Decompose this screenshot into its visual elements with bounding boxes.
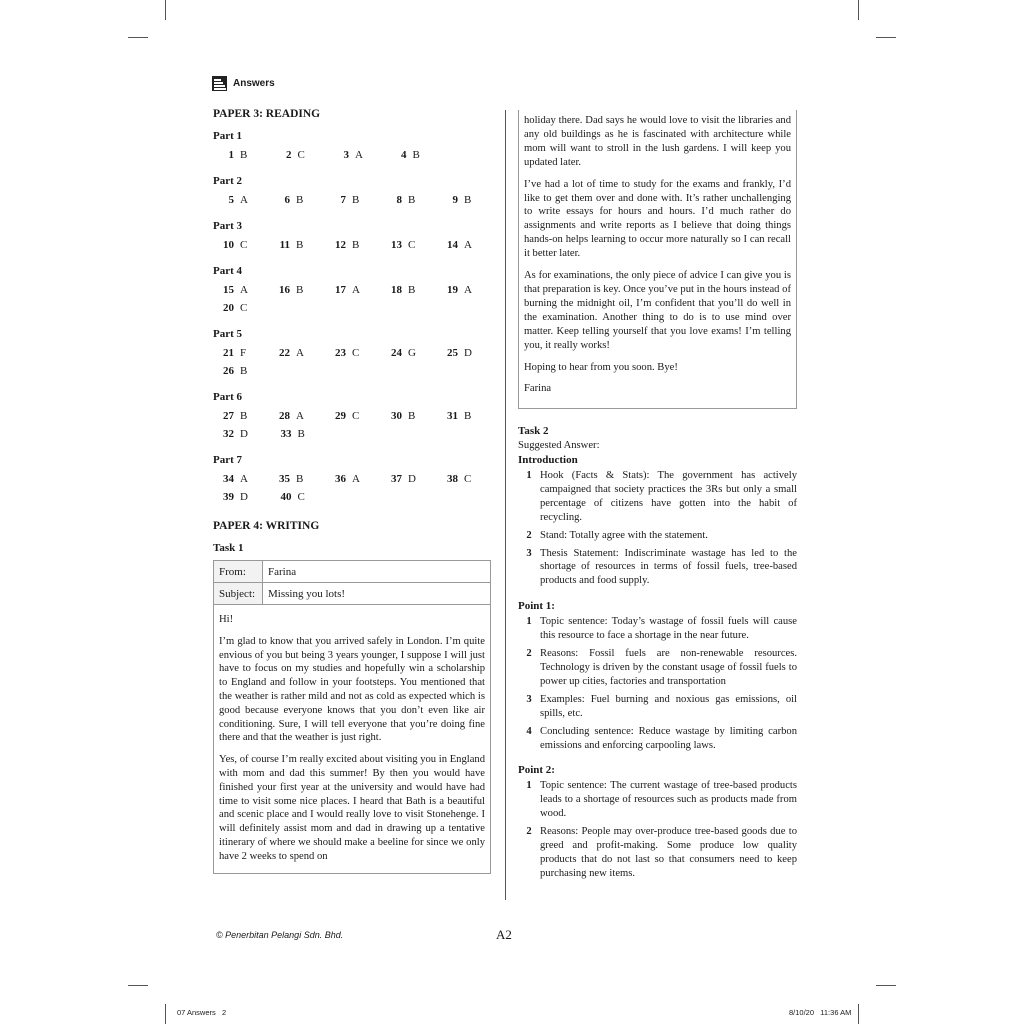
answer-letter: C xyxy=(240,239,248,251)
answer-part xyxy=(213,130,493,164)
list-item-number: 1 xyxy=(526,616,532,628)
question-number: 40 xyxy=(280,491,292,503)
list-item-number: 1 xyxy=(526,470,532,481)
part-label: Part 1 xyxy=(213,130,243,142)
answer-item xyxy=(271,149,329,161)
answer-letter: F xyxy=(240,347,247,359)
crop-mark xyxy=(165,1004,166,1024)
answer-letter: B xyxy=(296,239,304,251)
list-item-text: Hook (Facts & Stats): The government has actively campaigned that society practices the 3Rs but only a small percentage of citizens have gotten into the habit of recycling. xyxy=(540,470,797,523)
email-paragraph: I’m glad to know that you arrived safely in London. I’m quite envious of you but being 3 years younger, I suppose I will just have to focus on my studies and hopefully win a scholarship to England and follow in your footsteps. You mentioned that the weather is rather mild and not as cold as expected which is good because everyone knows that you don’t even like air conditioning. Sure, I will tell everyone that you’re doing fine there and that the weather is just right. xyxy=(219,635,485,744)
answer-item xyxy=(437,410,493,422)
print-slug-file: 07 Answers 2 xyxy=(177,1008,227,1017)
answer-item xyxy=(325,194,381,206)
answer-part xyxy=(213,328,493,380)
answer-row xyxy=(213,362,493,380)
part-label: Part 6 xyxy=(213,391,243,403)
answer-row xyxy=(213,344,493,362)
question-number: 22 xyxy=(279,347,290,359)
introduction-list xyxy=(518,469,797,588)
email-paragraph: As for examinations, the only piece of advice I can give you is that preparation is key. Once you’ve put in the hours instead of burning the midnight oil, I’m confident that you’ll do well in the examination. Another thing to do is to use mind over matter. Keep telling yourself that you love exams! I’m telling you, it really works! xyxy=(524,270,791,351)
answer-item xyxy=(381,284,437,296)
answer-letter: A xyxy=(352,284,360,296)
email-greeting: Hi! xyxy=(219,614,234,625)
crop-mark xyxy=(128,37,148,38)
list-item-text: Reasons: People may over-produce tree-based goods due to greed and profit-making. Some produce low quality products that do not last so that consumers need to keep purchasing new items. xyxy=(540,826,797,879)
question-number: 3 xyxy=(343,149,349,161)
email-header-table xyxy=(213,560,491,605)
answer-row xyxy=(213,191,493,209)
crop-mark xyxy=(165,0,166,20)
answer-row xyxy=(213,470,493,488)
answer-item xyxy=(269,194,325,206)
answer-item xyxy=(437,284,493,296)
answer-letter: A xyxy=(464,239,472,251)
answer-letter: C xyxy=(297,491,305,503)
answer-letter: A xyxy=(355,149,363,161)
answer-letter: B xyxy=(464,194,472,206)
email-signature: Farina xyxy=(524,383,552,395)
question-number: 16 xyxy=(279,284,290,296)
answer-item xyxy=(325,284,381,296)
email-paragraph: holiday there. Dad says he would love to visit the libraries and any old buildings as he is fascinated with architecture while mom will want to stroll in the lush gardens. I will keep you updated later. xyxy=(524,115,791,168)
answer-item xyxy=(381,410,437,422)
email-body xyxy=(213,605,491,874)
answer-row xyxy=(213,281,493,299)
list-item-text: Reasons: Fossil fuels are non-renewable resources. Technology is driven by the constant usage of fossil fuels to power up cities, factories and transportation xyxy=(540,648,797,687)
question-number: 19 xyxy=(447,284,458,296)
answer-letter: C xyxy=(240,302,248,314)
answer-row xyxy=(213,146,493,164)
part-label: Part 7 xyxy=(213,454,243,466)
list-item-text: Thesis Statement: Indiscriminate wastage has led to the shortage of resources in terms of fossil fuels, tree-based products and food supply. xyxy=(540,547,797,587)
answer-row xyxy=(213,425,493,443)
answer-item xyxy=(269,473,325,485)
answer-letter: C xyxy=(352,410,360,422)
answer-part xyxy=(213,265,493,317)
list-item xyxy=(518,615,797,643)
question-number: 10 xyxy=(223,239,234,251)
point2-list xyxy=(518,779,797,880)
answer-row xyxy=(213,236,493,254)
task1-label: Task 1 xyxy=(213,542,244,554)
question-number: 15 xyxy=(223,284,234,296)
list-item xyxy=(518,825,797,881)
list-item-text: Topic sentence: The current wastage of tree-based products leads to a shortage of resources such as products made from wood. xyxy=(540,780,797,820)
part-label: Part 5 xyxy=(213,328,243,340)
subject-label: Subject: xyxy=(214,583,263,605)
question-number: 29 xyxy=(335,410,346,422)
crop-mark xyxy=(858,0,859,20)
answer-item xyxy=(213,473,269,485)
list-item-text: Stand: Totally agree with the statement. xyxy=(540,529,708,541)
question-number: 1 xyxy=(228,149,234,161)
answer-letter: D xyxy=(408,473,416,485)
crop-mark xyxy=(876,985,896,986)
answer-item xyxy=(213,491,271,503)
print-slug-date: 8/10/20 11:36 AM xyxy=(789,1008,852,1017)
question-number: 6 xyxy=(284,194,290,206)
answer-letter: B xyxy=(352,239,360,251)
crop-mark xyxy=(128,985,148,986)
question-number: 4 xyxy=(401,149,407,161)
answer-letter: C xyxy=(408,239,416,251)
answer-parts xyxy=(213,130,493,506)
list-item-number: 2 xyxy=(526,826,532,838)
section-header xyxy=(212,76,275,91)
answer-part xyxy=(213,175,493,209)
answer-item xyxy=(213,284,269,296)
point2-heading: Point 2: xyxy=(518,764,555,777)
answers-logo-icon xyxy=(212,76,227,91)
answer-letter: D xyxy=(464,347,472,359)
question-number: 25 xyxy=(447,347,458,359)
answer-item xyxy=(213,428,271,440)
question-number: 35 xyxy=(279,473,290,485)
list-item-number: 3 xyxy=(526,547,532,559)
column-divider xyxy=(505,110,506,900)
crop-mark xyxy=(858,1004,859,1024)
answer-letter: A xyxy=(296,410,304,422)
question-number: 30 xyxy=(391,410,402,422)
list-item xyxy=(518,779,797,821)
answer-item xyxy=(269,410,325,422)
crop-mark xyxy=(876,37,896,38)
question-number: 26 xyxy=(223,365,234,377)
answer-letter: A xyxy=(240,284,248,296)
email-closing: Hoping to hear from you soon. Bye! xyxy=(524,361,678,373)
answer-item xyxy=(213,239,269,251)
answer-part xyxy=(213,220,493,254)
answer-item xyxy=(271,491,329,503)
answer-letter: A xyxy=(296,347,304,359)
question-number: 32 xyxy=(223,428,234,440)
answer-item xyxy=(381,239,437,251)
section-title: Answers xyxy=(233,78,275,89)
answer-item xyxy=(325,410,381,422)
answer-letter: B xyxy=(464,410,472,422)
answer-item xyxy=(437,194,493,206)
question-number: 8 xyxy=(396,194,402,206)
question-number: 39 xyxy=(223,491,234,503)
answer-letter: B xyxy=(408,194,416,206)
list-item xyxy=(518,693,797,721)
point1-heading: Point 1: xyxy=(518,600,555,613)
answer-letter: C xyxy=(297,149,305,161)
answer-letter: A xyxy=(240,473,248,485)
question-number: 9 xyxy=(452,194,458,206)
answer-item xyxy=(381,473,437,485)
paper4-title: PAPER 4: WRITING xyxy=(213,520,320,532)
answer-item xyxy=(325,239,381,251)
answer-letter: B xyxy=(296,284,304,296)
answer-letter: B xyxy=(408,410,416,422)
answer-item xyxy=(269,284,325,296)
question-number: 12 xyxy=(335,239,346,251)
email-body-continued xyxy=(518,110,797,409)
paper3-title: PAPER 3: READING xyxy=(213,108,321,120)
list-item-text: Concluding sentence: Reduce wastage by limiting carbon emissions and enforcing carpooling laws. xyxy=(540,725,797,751)
question-number: 20 xyxy=(223,302,234,314)
answer-letter: B xyxy=(240,365,248,377)
part-label: Part 2 xyxy=(213,175,243,187)
list-item-number: 4 xyxy=(526,725,532,737)
question-number: 21 xyxy=(223,347,234,359)
answer-item xyxy=(213,410,269,422)
question-number: 33 xyxy=(280,428,292,440)
answer-letter: A xyxy=(464,284,472,296)
right-column xyxy=(518,110,797,891)
question-number: 31 xyxy=(447,410,458,422)
answer-letter: B xyxy=(412,149,420,161)
part-label: Part 3 xyxy=(213,220,243,232)
question-number: 7 xyxy=(340,194,346,206)
answer-item xyxy=(213,365,271,377)
answer-item xyxy=(437,239,493,251)
answer-item xyxy=(381,347,437,359)
answer-item xyxy=(269,347,325,359)
list-item-number: 3 xyxy=(526,693,532,705)
subject-value: Missing you lots! xyxy=(263,583,491,605)
answer-letter: B xyxy=(352,194,360,206)
answer-letter: B xyxy=(297,428,305,440)
list-item-number: 2 xyxy=(526,648,532,660)
question-number: 27 xyxy=(223,410,234,422)
from-value: Farina xyxy=(263,561,491,583)
question-number: 38 xyxy=(447,473,458,485)
answer-letter: A xyxy=(240,194,248,206)
question-number: 36 xyxy=(335,473,346,485)
from-label: From: xyxy=(214,561,263,583)
question-number: 23 xyxy=(335,347,346,359)
question-number: 2 xyxy=(286,149,292,161)
suggested-answer-label: Suggested Answer: xyxy=(518,440,600,451)
answer-row xyxy=(213,488,493,506)
list-item xyxy=(518,547,797,589)
question-number: 13 xyxy=(391,239,402,251)
answer-letter: C xyxy=(352,347,360,359)
list-item xyxy=(518,529,797,543)
answer-part xyxy=(213,391,493,443)
left-column xyxy=(213,108,493,874)
question-number: 17 xyxy=(335,284,346,296)
question-number: 18 xyxy=(391,284,402,296)
answer-item xyxy=(213,347,269,359)
answer-item xyxy=(437,473,493,485)
answer-item xyxy=(328,149,386,161)
answer-item xyxy=(381,194,437,206)
question-number: 11 xyxy=(279,239,290,251)
answer-row xyxy=(213,299,493,317)
list-item xyxy=(518,647,797,689)
question-number: 37 xyxy=(391,473,402,485)
answer-item xyxy=(213,149,271,161)
email-paragraph: I’ve had a lot of time to study for the exams and frankly, I’d like to get them over and done with. It’s rather unchallenging to write essays for hours and hours. I’d much rather do assignments and write reports as I believe that doing things hands-on helps learning to occur more naturally so I can recall it better later. xyxy=(524,178,791,260)
question-number: 24 xyxy=(391,347,402,359)
question-number: 14 xyxy=(447,239,458,251)
list-item xyxy=(518,725,797,753)
answer-letter: B xyxy=(296,473,304,485)
publisher-credit: © Penerbitan Pelangi Sdn. Bhd. xyxy=(216,930,344,940)
answer-row xyxy=(213,407,493,425)
page-number: A2 xyxy=(496,927,512,942)
point1-list xyxy=(518,615,797,752)
answer-letter: C xyxy=(464,473,472,485)
list-item-number: 2 xyxy=(526,529,532,541)
part-label: Part 4 xyxy=(213,265,243,277)
list-item xyxy=(518,469,797,525)
answer-letter: B xyxy=(408,284,416,296)
question-number: 5 xyxy=(228,194,234,206)
list-item-number: 1 xyxy=(526,780,532,792)
answer-letter: B xyxy=(240,410,248,422)
email-paragraph: Yes, of course I’m really excited about visiting you in England with mom and dad this summer! By then you would have finished your first year at the university and would have had time to visit some nice places. I heard that Bath is a beautiful and scenic place and I would really love to visit Stonehenge. I will definitely assist mom and dad in drawing up a tentative itinerary of where we should make a beeline for since we only have 2 weeks to spend on xyxy=(219,754,485,862)
answer-letter: A xyxy=(352,473,360,485)
answer-item xyxy=(325,473,381,485)
answer-item xyxy=(325,347,381,359)
answer-item xyxy=(437,347,493,359)
introduction-heading: Introduction xyxy=(518,454,578,466)
question-number: 28 xyxy=(279,410,290,422)
task2-label: Task 2 xyxy=(518,425,549,437)
answer-item xyxy=(213,194,269,206)
answer-letter: D xyxy=(240,428,248,440)
answer-letter: G xyxy=(408,347,416,359)
answer-item xyxy=(386,149,444,161)
answer-item xyxy=(271,428,329,440)
answer-item xyxy=(269,239,325,251)
answer-item xyxy=(213,302,271,314)
answer-part xyxy=(213,454,493,506)
answer-letter: B xyxy=(296,194,304,206)
answer-letter: D xyxy=(240,491,248,503)
question-number: 34 xyxy=(223,473,234,485)
list-item-text: Topic sentence: Today’s wastage of fossil fuels will cause this resource to face a shortage in the near future. xyxy=(540,616,797,642)
answer-letter: B xyxy=(240,149,248,161)
list-item-text: Examples: Fuel burning and noxious gas emissions, oil spills, etc. xyxy=(540,693,797,719)
